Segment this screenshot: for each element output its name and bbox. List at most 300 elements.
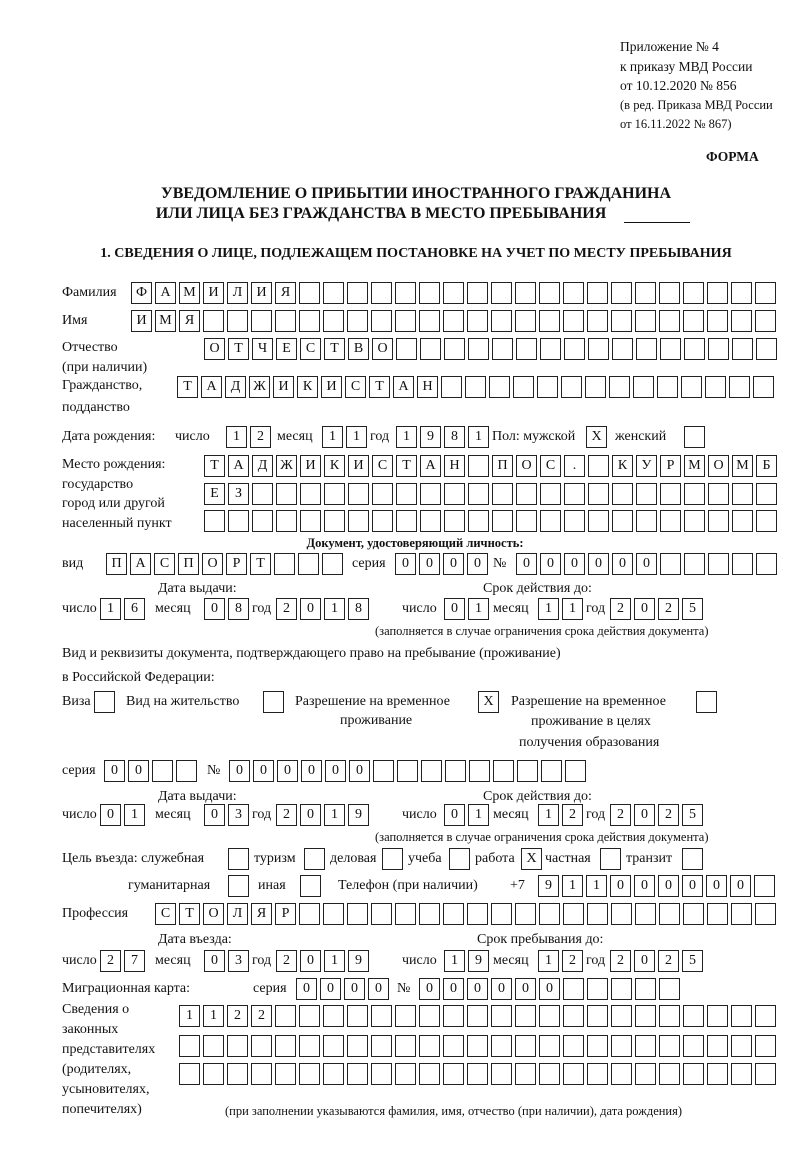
char-cell[interactable]: Д — [252, 455, 273, 477]
char-cell[interactable] — [347, 1063, 368, 1085]
char-cell[interactable] — [372, 510, 393, 532]
char-cell[interactable] — [396, 510, 417, 532]
char-cell[interactable] — [659, 310, 680, 332]
char-cell[interactable]: Б — [756, 455, 777, 477]
char-cell[interactable] — [539, 282, 560, 304]
char-cell[interactable] — [467, 903, 488, 925]
char-cell[interactable] — [707, 1005, 728, 1027]
char-cell[interactable] — [298, 553, 319, 575]
char-cell[interactable]: 1 — [100, 598, 121, 620]
char-cell[interactable] — [467, 1005, 488, 1027]
char-cell[interactable] — [539, 310, 560, 332]
char-cell[interactable] — [681, 376, 702, 398]
char-cell[interactable]: М — [179, 282, 200, 304]
char-cell[interactable] — [515, 310, 536, 332]
char-cell[interactable] — [492, 483, 513, 505]
char-cell[interactable]: 2 — [658, 598, 679, 620]
char-cell[interactable]: 2 — [250, 426, 271, 448]
char-cell[interactable] — [443, 1035, 464, 1057]
char-cell[interactable]: О — [204, 338, 225, 360]
char-cell[interactable] — [708, 338, 729, 360]
char-cell[interactable] — [537, 376, 558, 398]
char-cell[interactable]: Т — [177, 376, 198, 398]
char-cell[interactable] — [636, 483, 657, 505]
char-cell[interactable] — [539, 1005, 560, 1027]
char-cell[interactable]: 0 — [349, 760, 370, 782]
char-cell[interactable]: 5 — [682, 598, 703, 620]
char-cell[interactable] — [756, 553, 777, 575]
char-cell[interactable] — [419, 1005, 440, 1027]
char-cell[interactable]: Т — [396, 455, 417, 477]
char-cell[interactable]: И — [251, 282, 272, 304]
char-cell[interactable] — [299, 1035, 320, 1057]
char-cell[interactable]: А — [155, 282, 176, 304]
char-cell[interactable]: 0 — [104, 760, 125, 782]
char-cell[interactable] — [444, 483, 465, 505]
char-cell[interactable] — [491, 1035, 512, 1057]
char-cell[interactable] — [660, 338, 681, 360]
char-cell[interactable] — [395, 310, 416, 332]
char-cell[interactable]: 0 — [467, 978, 488, 1000]
char-cell[interactable]: 1 — [203, 1005, 224, 1027]
char-cell[interactable]: 0 — [588, 553, 609, 575]
char-cell[interactable]: И — [273, 376, 294, 398]
char-cell[interactable] — [563, 1005, 584, 1027]
char-cell[interactable] — [275, 1063, 296, 1085]
checkbox-cell[interactable] — [684, 426, 705, 448]
checkbox-cell[interactable] — [600, 848, 621, 870]
char-cell[interactable] — [684, 483, 705, 505]
char-cell[interactable] — [732, 338, 753, 360]
char-cell[interactable] — [708, 553, 729, 575]
char-cell[interactable]: Т — [228, 338, 249, 360]
char-cell[interactable]: 0 — [204, 950, 225, 972]
char-cell[interactable] — [611, 1063, 632, 1085]
char-cell[interactable]: 1 — [538, 950, 559, 972]
char-cell[interactable] — [444, 338, 465, 360]
checkbox-cell[interactable]: X — [586, 426, 607, 448]
char-cell[interactable]: Е — [204, 483, 225, 505]
char-cell[interactable] — [587, 282, 608, 304]
char-cell[interactable]: 0 — [539, 978, 560, 1000]
char-cell[interactable] — [299, 282, 320, 304]
char-cell[interactable] — [276, 483, 297, 505]
char-cell[interactable] — [683, 903, 704, 925]
char-cell[interactable]: 7 — [124, 950, 145, 972]
char-cell[interactable]: 2 — [562, 804, 583, 826]
char-cell[interactable]: С — [154, 553, 175, 575]
char-cell[interactable] — [227, 1035, 248, 1057]
char-cell[interactable] — [540, 510, 561, 532]
char-cell[interactable]: 0 — [634, 950, 655, 972]
char-cell[interactable]: 2 — [276, 804, 297, 826]
char-cell[interactable] — [731, 282, 752, 304]
char-cell[interactable] — [299, 310, 320, 332]
char-cell[interactable]: 1 — [324, 598, 345, 620]
char-cell[interactable]: 0 — [320, 978, 341, 1000]
char-cell[interactable]: 1 — [396, 426, 417, 448]
char-cell[interactable]: Ч — [252, 338, 273, 360]
char-cell[interactable] — [347, 1005, 368, 1027]
char-cell[interactable]: Д — [225, 376, 246, 398]
char-cell[interactable] — [755, 1035, 776, 1057]
char-cell[interactable]: П — [106, 553, 127, 575]
char-cell[interactable] — [755, 1005, 776, 1027]
char-cell[interactable] — [515, 903, 536, 925]
char-cell[interactable]: П — [178, 553, 199, 575]
char-cell[interactable] — [513, 376, 534, 398]
char-cell[interactable] — [515, 1005, 536, 1027]
char-cell[interactable] — [561, 376, 582, 398]
char-cell[interactable]: О — [202, 553, 223, 575]
char-cell[interactable] — [299, 1005, 320, 1027]
char-cell[interactable] — [731, 903, 752, 925]
char-cell[interactable] — [467, 282, 488, 304]
char-cell[interactable] — [635, 1035, 656, 1057]
char-cell[interactable] — [564, 338, 585, 360]
char-cell[interactable]: 5 — [682, 950, 703, 972]
char-cell[interactable]: К — [324, 455, 345, 477]
char-cell[interactable] — [179, 1035, 200, 1057]
char-cell[interactable]: 0 — [277, 760, 298, 782]
char-cell[interactable] — [252, 510, 273, 532]
char-cell[interactable] — [732, 483, 753, 505]
char-cell[interactable] — [755, 310, 776, 332]
char-cell[interactable] — [491, 1063, 512, 1085]
char-cell[interactable] — [732, 553, 753, 575]
char-cell[interactable] — [612, 338, 633, 360]
char-cell[interactable] — [444, 510, 465, 532]
char-cell[interactable] — [517, 760, 538, 782]
char-cell[interactable] — [588, 455, 609, 477]
char-cell[interactable]: 3 — [228, 950, 249, 972]
char-cell[interactable]: К — [297, 376, 318, 398]
char-cell[interactable] — [468, 455, 489, 477]
char-cell[interactable]: 1 — [538, 804, 559, 826]
char-cell[interactable] — [468, 338, 489, 360]
char-cell[interactable] — [612, 510, 633, 532]
char-cell[interactable] — [635, 1063, 656, 1085]
char-cell[interactable] — [395, 1063, 416, 1085]
char-cell[interactable] — [516, 510, 537, 532]
char-cell[interactable]: О — [516, 455, 537, 477]
char-cell[interactable] — [684, 553, 705, 575]
char-cell[interactable] — [443, 282, 464, 304]
char-cell[interactable]: П — [492, 455, 513, 477]
char-cell[interactable]: Т — [324, 338, 345, 360]
char-cell[interactable] — [323, 282, 344, 304]
char-cell[interactable]: 1 — [346, 426, 367, 448]
char-cell[interactable] — [227, 310, 248, 332]
char-cell[interactable] — [441, 376, 462, 398]
char-cell[interactable]: Р — [226, 553, 247, 575]
char-cell[interactable]: Я — [179, 310, 200, 332]
char-cell[interactable] — [323, 310, 344, 332]
char-cell[interactable] — [372, 483, 393, 505]
char-cell[interactable] — [203, 310, 224, 332]
char-cell[interactable] — [228, 510, 249, 532]
char-cell[interactable] — [251, 1035, 272, 1057]
char-cell[interactable] — [419, 282, 440, 304]
char-cell[interactable] — [323, 1005, 344, 1027]
char-cell[interactable] — [611, 1035, 632, 1057]
char-cell[interactable] — [348, 483, 369, 505]
char-cell[interactable] — [587, 978, 608, 1000]
char-cell[interactable] — [395, 282, 416, 304]
char-cell[interactable] — [755, 282, 776, 304]
char-cell[interactable]: 2 — [610, 804, 631, 826]
char-cell[interactable] — [204, 510, 225, 532]
char-cell[interactable]: 1 — [468, 804, 489, 826]
char-cell[interactable]: 1 — [444, 950, 465, 972]
char-cell[interactable] — [299, 1063, 320, 1085]
char-cell[interactable] — [684, 510, 705, 532]
char-cell[interactable]: И — [348, 455, 369, 477]
char-cell[interactable] — [683, 1063, 704, 1085]
char-cell[interactable] — [563, 1035, 584, 1057]
char-cell[interactable]: 0 — [634, 804, 655, 826]
char-cell[interactable] — [445, 760, 466, 782]
char-cell[interactable]: 9 — [348, 804, 369, 826]
char-cell[interactable]: 0 — [300, 598, 321, 620]
char-cell[interactable] — [563, 310, 584, 332]
char-cell[interactable]: А — [393, 376, 414, 398]
char-cell[interactable] — [420, 338, 441, 360]
char-cell[interactable] — [705, 376, 726, 398]
char-cell[interactable]: С — [540, 455, 561, 477]
char-cell[interactable] — [203, 1063, 224, 1085]
char-cell[interactable] — [371, 1035, 392, 1057]
char-cell[interactable]: А — [130, 553, 151, 575]
char-cell[interactable]: 0 — [300, 804, 321, 826]
char-cell[interactable] — [489, 376, 510, 398]
char-cell[interactable]: Т — [179, 903, 200, 925]
char-cell[interactable] — [659, 978, 680, 1000]
char-cell[interactable] — [708, 510, 729, 532]
char-cell[interactable] — [756, 510, 777, 532]
char-cell[interactable] — [683, 1005, 704, 1027]
char-cell[interactable] — [540, 338, 561, 360]
char-cell[interactable]: 2 — [251, 1005, 272, 1027]
char-cell[interactable] — [587, 1063, 608, 1085]
char-cell[interactable]: 9 — [538, 875, 559, 897]
char-cell[interactable] — [227, 1063, 248, 1085]
char-cell[interactable] — [203, 1035, 224, 1057]
char-cell[interactable] — [636, 338, 657, 360]
char-cell[interactable] — [660, 483, 681, 505]
char-cell[interactable]: 0 — [540, 553, 561, 575]
char-cell[interactable] — [635, 1005, 656, 1027]
char-cell[interactable] — [635, 282, 656, 304]
char-cell[interactable] — [756, 483, 777, 505]
char-cell[interactable] — [611, 310, 632, 332]
char-cell[interactable] — [564, 483, 585, 505]
char-cell[interactable] — [563, 282, 584, 304]
char-cell[interactable]: 0 — [100, 804, 121, 826]
char-cell[interactable] — [347, 1035, 368, 1057]
char-cell[interactable] — [371, 1005, 392, 1027]
char-cell[interactable]: 0 — [612, 553, 633, 575]
char-cell[interactable] — [683, 310, 704, 332]
char-cell[interactable] — [323, 1063, 344, 1085]
char-cell[interactable] — [707, 1035, 728, 1057]
char-cell[interactable]: 2 — [562, 950, 583, 972]
char-cell[interactable] — [755, 903, 776, 925]
char-cell[interactable] — [419, 310, 440, 332]
char-cell[interactable]: И — [321, 376, 342, 398]
char-cell[interactable]: 0 — [634, 875, 655, 897]
char-cell[interactable] — [515, 282, 536, 304]
char-cell[interactable]: 0 — [229, 760, 250, 782]
char-cell[interactable]: 1 — [124, 804, 145, 826]
char-cell[interactable]: 0 — [300, 950, 321, 972]
char-cell[interactable] — [251, 310, 272, 332]
char-cell[interactable] — [491, 310, 512, 332]
char-cell[interactable]: 9 — [420, 426, 441, 448]
char-cell[interactable] — [731, 1005, 752, 1027]
char-cell[interactable] — [753, 376, 774, 398]
char-cell[interactable]: 0 — [325, 760, 346, 782]
char-cell[interactable]: 1 — [538, 598, 559, 620]
char-cell[interactable] — [754, 875, 775, 897]
char-cell[interactable] — [371, 282, 392, 304]
char-cell[interactable] — [563, 1063, 584, 1085]
checkbox-cell[interactable] — [263, 691, 284, 713]
char-cell[interactable] — [588, 510, 609, 532]
char-cell[interactable] — [275, 310, 296, 332]
char-cell[interactable] — [541, 760, 562, 782]
char-cell[interactable]: 8 — [228, 598, 249, 620]
char-cell[interactable]: 0 — [253, 760, 274, 782]
char-cell[interactable] — [635, 310, 656, 332]
char-cell[interactable] — [467, 1063, 488, 1085]
char-cell[interactable] — [443, 1005, 464, 1027]
char-cell[interactable]: 0 — [516, 553, 537, 575]
char-cell[interactable] — [371, 1063, 392, 1085]
char-cell[interactable] — [660, 510, 681, 532]
char-cell[interactable]: 0 — [395, 553, 416, 575]
char-cell[interactable] — [299, 903, 320, 925]
char-cell[interactable] — [611, 282, 632, 304]
char-cell[interactable]: О — [708, 455, 729, 477]
char-cell[interactable] — [539, 903, 560, 925]
char-cell[interactable] — [443, 1063, 464, 1085]
char-cell[interactable]: Р — [275, 903, 296, 925]
char-cell[interactable]: 0 — [658, 875, 679, 897]
char-cell[interactable]: С — [345, 376, 366, 398]
char-cell[interactable] — [491, 282, 512, 304]
char-cell[interactable]: У — [636, 455, 657, 477]
char-cell[interactable] — [515, 1063, 536, 1085]
char-cell[interactable] — [729, 376, 750, 398]
char-cell[interactable]: 0 — [344, 978, 365, 1000]
char-cell[interactable]: З — [228, 483, 249, 505]
char-cell[interactable]: 0 — [444, 598, 465, 620]
char-cell[interactable] — [659, 1063, 680, 1085]
char-cell[interactable]: Я — [275, 282, 296, 304]
char-cell[interactable] — [633, 376, 654, 398]
char-cell[interactable] — [300, 483, 321, 505]
char-cell[interactable] — [419, 903, 440, 925]
char-cell[interactable]: Н — [444, 455, 465, 477]
char-cell[interactable]: 1 — [468, 598, 489, 620]
char-cell[interactable]: 1 — [562, 875, 583, 897]
char-cell[interactable]: 2 — [610, 950, 631, 972]
char-cell[interactable]: 0 — [491, 978, 512, 1000]
char-cell[interactable]: 0 — [706, 875, 727, 897]
char-cell[interactable] — [587, 1005, 608, 1027]
char-cell[interactable] — [731, 1035, 752, 1057]
char-cell[interactable]: 1 — [468, 426, 489, 448]
char-cell[interactable] — [493, 760, 514, 782]
char-cell[interactable]: Т — [204, 455, 225, 477]
char-cell[interactable] — [421, 760, 442, 782]
char-cell[interactable] — [707, 310, 728, 332]
char-cell[interactable]: 0 — [419, 553, 440, 575]
char-cell[interactable]: 0 — [610, 875, 631, 897]
char-cell[interactable]: 0 — [204, 598, 225, 620]
char-cell[interactable] — [539, 1035, 560, 1057]
char-cell[interactable] — [395, 903, 416, 925]
char-cell[interactable] — [587, 1035, 608, 1057]
char-cell[interactable] — [731, 1063, 752, 1085]
char-cell[interactable]: 0 — [296, 978, 317, 1000]
char-cell[interactable]: Р — [660, 455, 681, 477]
char-cell[interactable] — [395, 1005, 416, 1027]
char-cell[interactable] — [395, 1035, 416, 1057]
char-cell[interactable] — [492, 338, 513, 360]
char-cell[interactable]: 0 — [636, 553, 657, 575]
char-cell[interactable] — [347, 282, 368, 304]
char-cell[interactable] — [348, 510, 369, 532]
char-cell[interactable]: 0 — [467, 553, 488, 575]
char-cell[interactable] — [684, 338, 705, 360]
char-cell[interactable] — [373, 760, 394, 782]
char-cell[interactable]: 8 — [444, 426, 465, 448]
char-cell[interactable]: М — [155, 310, 176, 332]
char-cell[interactable]: А — [201, 376, 222, 398]
char-cell[interactable] — [275, 1035, 296, 1057]
char-cell[interactable] — [540, 483, 561, 505]
char-cell[interactable]: И — [203, 282, 224, 304]
char-cell[interactable] — [659, 282, 680, 304]
char-cell[interactable] — [609, 376, 630, 398]
char-cell[interactable]: . — [564, 455, 585, 477]
char-cell[interactable] — [611, 978, 632, 1000]
char-cell[interactable] — [467, 310, 488, 332]
checkbox-cell[interactable] — [696, 691, 717, 713]
char-cell[interactable]: В — [348, 338, 369, 360]
char-cell[interactable]: И — [300, 455, 321, 477]
checkbox-cell[interactable] — [304, 848, 325, 870]
char-cell[interactable]: С — [372, 455, 393, 477]
char-cell[interactable] — [419, 1035, 440, 1057]
char-cell[interactable] — [588, 338, 609, 360]
char-cell[interactable] — [516, 483, 537, 505]
char-cell[interactable] — [636, 510, 657, 532]
char-cell[interactable]: 3 — [228, 804, 249, 826]
char-cell[interactable] — [587, 310, 608, 332]
checkbox-cell[interactable] — [382, 848, 403, 870]
char-cell[interactable]: 1 — [179, 1005, 200, 1027]
char-cell[interactable]: 1 — [586, 875, 607, 897]
char-cell[interactable] — [324, 483, 345, 505]
char-cell[interactable]: 0 — [682, 875, 703, 897]
char-cell[interactable] — [707, 903, 728, 925]
char-cell[interactable] — [468, 483, 489, 505]
char-cell[interactable] — [635, 978, 656, 1000]
char-cell[interactable] — [252, 483, 273, 505]
